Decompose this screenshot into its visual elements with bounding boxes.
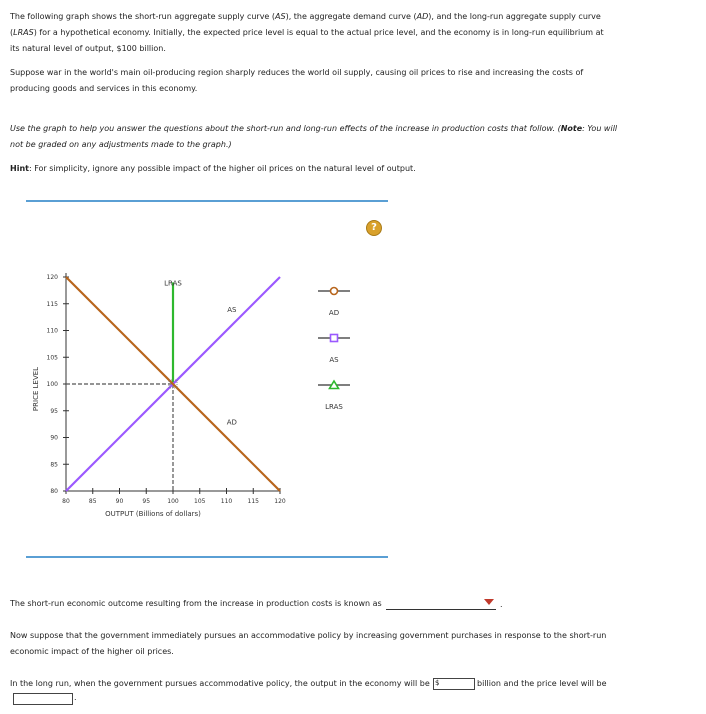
x-axis-title: OUTPUT (Billions of dollars): [105, 510, 201, 518]
question-3-text: In the long run, when the government pursues accommodative policy, the output in the economy will be: [10, 679, 430, 688]
legend-circle-marker: [331, 288, 338, 295]
y-tick-label: 115: [46, 300, 58, 308]
x-tick-label: 85: [88, 498, 97, 505]
aggregate-supply-demand-chart[interactable]: [0, 205, 706, 535]
graph-bottom-divider: [26, 556, 388, 558]
x-tick-label: 110: [220, 498, 233, 505]
curve-label: AD: [226, 418, 237, 427]
legend-label: AD: [328, 309, 340, 317]
curve-label: AS: [227, 306, 237, 315]
intro-paragraph-1: The following graph shows the short-run aggregate supply curve (AS), the aggregate demand curve (AD), and the long-run aggregate supply curve (LRAS) for a hypothetical economy. Initially, the expected price level is equal to the actual price level, and the economy is in long-run equilibrium at its natural level of output, $100 billion.: [10, 12, 604, 53]
hint-text: Hint: For simplicity, ignore any possible impact of the higher oil prices on the natural level of output.: [10, 164, 416, 173]
question-2-text: Now suppose that the government immediately pursues an accommodative policy by increasing government purchases in response to the short-run economic impact of the higher oil prices.: [10, 631, 607, 656]
y-tick-label: 110: [46, 327, 58, 335]
currency-symbol: $: [435, 679, 440, 687]
question-3-text-b: billion and the price level will be: [477, 679, 607, 688]
intro-paragraph-3: Use the graph to help you answer the questions about the short-run and long-run effects of the increase in production costs that follow. (Note: You will not be graded on any adjustments made to the graph.): [10, 124, 618, 149]
x-tick-label: 95: [142, 498, 151, 505]
y-tick-label: 90: [50, 434, 58, 442]
legend-ad-tool[interactable]: [318, 288, 350, 318]
x-tick-label: 115: [247, 498, 259, 505]
legend-triangle-marker: [330, 381, 339, 389]
legend-label: LRAS: [325, 403, 343, 411]
y-tick-label: 100: [46, 381, 58, 388]
y-tick-label: 95: [50, 407, 58, 415]
legend-lras-tool[interactable]: [318, 381, 350, 411]
y-axis-title: PRICE LEVEL: [32, 366, 40, 412]
y-tick-label: 105: [46, 354, 58, 362]
question-1-period: .: [500, 600, 503, 609]
chevron-down-icon: [484, 599, 494, 605]
long-run-output-input[interactable]: [433, 678, 475, 690]
long-run-price-input[interactable]: [13, 693, 73, 705]
help-icon[interactable]: ?: [366, 220, 382, 236]
graph-top-divider: [26, 200, 388, 202]
legend-label: AS: [329, 356, 339, 364]
outcome-dropdown[interactable]: [386, 597, 496, 610]
y-tick-label: 80: [50, 488, 58, 495]
x-tick-label: 90: [115, 498, 124, 505]
curve-label: LRAS: [164, 279, 182, 288]
legend-as-tool[interactable]: [318, 335, 350, 365]
question-1-text: The short-run economic outcome resulting from the increase in production costs is known as: [10, 599, 382, 608]
x-tick-label: 105: [194, 498, 206, 505]
intro-paragraph-2: Suppose war in the world's main oil-producing region sharply reduces the world oil supply, causing oil prices to rise and increasing the costs of producing goods and services in this economy.: [10, 68, 584, 93]
y-tick-label: 120: [46, 274, 58, 281]
x-tick-label: 100: [167, 498, 179, 505]
x-tick-label: 80: [62, 498, 70, 505]
x-tick-label: 120: [274, 498, 286, 505]
question-3-period: .: [74, 693, 77, 702]
y-tick-label: 85: [50, 461, 58, 469]
legend-square-marker: [331, 335, 338, 342]
